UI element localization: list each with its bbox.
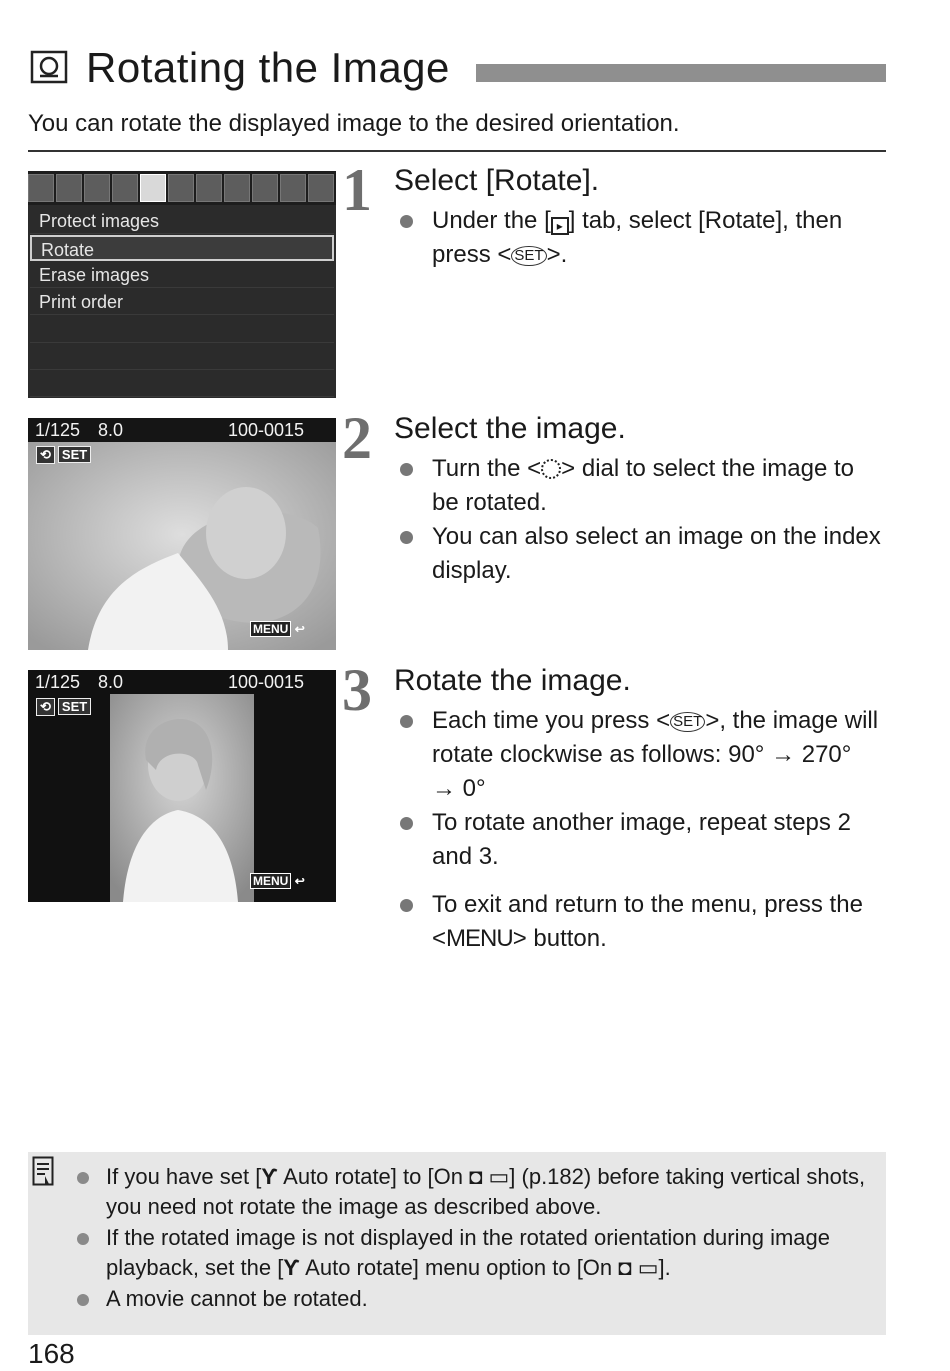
menu-blank-row <box>30 316 334 343</box>
rotate-icon: ⟲ <box>36 698 55 716</box>
rotate-set-badge <box>36 446 94 464</box>
menu-blank-row <box>30 343 334 370</box>
shutter-readout: 1/125 <box>35 420 81 440</box>
playback-screenshot-landscape <box>28 418 336 650</box>
tab-icon <box>252 174 278 202</box>
set-button-icon: SET <box>511 246 546 266</box>
menu-label: MENU <box>250 621 291 637</box>
menu-button-label: MENU <box>446 925 513 952</box>
step-number: 1 <box>342 157 372 223</box>
camera-icon: ◘ <box>469 1164 483 1189</box>
computer-icon: ▭ <box>488 1164 510 1189</box>
tab-icon <box>56 174 82 202</box>
step-heading: Rotate the image. <box>394 664 631 697</box>
tab-icon <box>28 174 54 202</box>
playback-tab-icon <box>140 174 166 202</box>
divider <box>28 150 886 152</box>
menu-item-protect: Protect images <box>30 208 334 234</box>
step-bullet: Under the [ ▸ ] tab, select [Rotate], then press < SET >. <box>432 204 882 272</box>
rotate-icon: ⟲ <box>36 446 55 464</box>
quick-control-dial-icon <box>541 459 561 479</box>
note-bullet: If you have set [Ƴ Auto rotate] to [On ◘ ▭] (p.182) before taking vertical shots, you need not rotate the image as described above. <box>106 1162 866 1222</box>
tab-icon <box>196 174 222 202</box>
menu-item-rotate: Rotate <box>30 235 334 261</box>
rotate-icon <box>30 50 68 86</box>
wrench-icon: Ƴ <box>283 1255 301 1280</box>
menu-screenshot <box>28 171 336 398</box>
star-tab-icon <box>308 174 334 202</box>
aperture-readout: 8.0 <box>98 672 124 692</box>
title-bar <box>476 64 886 82</box>
file-number: 100-0015 <box>228 672 305 692</box>
tab-icon <box>280 174 306 202</box>
menu-blank-row <box>30 370 334 397</box>
menu-tabbar <box>28 171 336 205</box>
computer-icon: ▭ <box>637 1255 659 1280</box>
page-title: Rotating the Image <box>86 44 450 91</box>
return-icon: ↩ <box>294 622 305 636</box>
menu-label: MENU <box>250 873 291 889</box>
note-bullet: If the rotated image is not displayed in the rotated orientation during image playback, set the [Ƴ Auto rotate] menu option to [On ◘ ▭]. <box>106 1223 866 1283</box>
tab-icon <box>168 174 194 202</box>
note-bullet: A movie cannot be rotated. <box>106 1284 866 1314</box>
step-heading: Select [Rotate]. <box>394 164 600 197</box>
set-label: SET <box>58 698 91 715</box>
aperture-readout: 8.0 <box>98 420 124 440</box>
step-number: 2 <box>342 405 372 471</box>
menu-return-hint <box>250 874 305 888</box>
shutter-readout: 1/125 <box>35 672 81 692</box>
step-number: 3 <box>342 657 372 723</box>
set-label: SET <box>58 446 91 463</box>
step-bullet: Turn the < > dial to select the image to be rotated. <box>432 452 882 520</box>
playback-tab-icon: ▸ <box>551 217 569 235</box>
tab-icon <box>112 174 138 202</box>
tab-icon <box>224 174 250 202</box>
step-bullet: You can also select an image on the index display. <box>432 520 882 588</box>
intro-text: You can rotate the displayed image to the desired orientation. <box>28 110 680 137</box>
menu-return-hint <box>250 622 305 636</box>
page-number: 168 <box>28 1338 75 1369</box>
camera-icon: ◘ <box>618 1255 632 1280</box>
menu-item-print: Print order <box>30 289 334 315</box>
rotate-set-badge <box>36 698 94 716</box>
return-icon: ↩ <box>294 874 305 888</box>
step-bullet: To rotate another image, repeat steps 2 and 3. <box>432 806 882 874</box>
step-bullet: Each time you press < SET >, the image will rotate clockwise as follows: 90° → 270° → 0° <box>432 704 882 806</box>
set-button-icon: SET <box>670 712 705 732</box>
playback-screenshot-rotated <box>28 670 336 902</box>
wrench-icon: Ƴ <box>261 1164 279 1189</box>
file-number: 100-0015 <box>228 420 305 440</box>
note-icon <box>32 1156 54 1186</box>
step-heading: Select the image. <box>394 412 626 445</box>
tab-icon <box>84 174 110 202</box>
menu-item-erase: Erase images <box>30 262 334 288</box>
step-bullet: To exit and return to the menu, press the <MENU> button. <box>432 888 882 956</box>
